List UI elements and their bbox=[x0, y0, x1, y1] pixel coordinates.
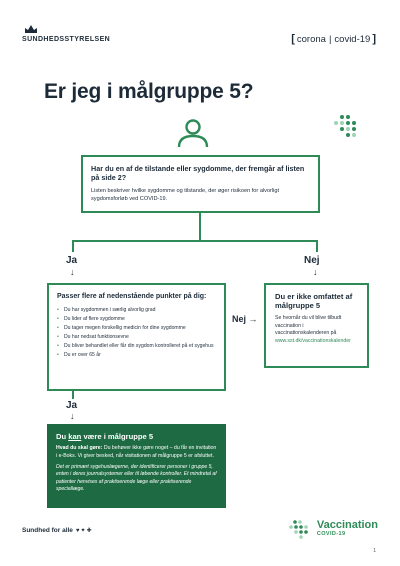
criteria-item: • Du bliver behandlet eller får din sygdom kontrolleret på et sygehus bbox=[57, 342, 216, 351]
result-box bbox=[47, 424, 226, 508]
corona-covid-tag bbox=[289, 33, 378, 45]
result-instructions-label: Hvad du skal gøre: bbox=[56, 445, 103, 451]
connector-left-down bbox=[72, 240, 74, 252]
connector-left-bottom bbox=[72, 391, 74, 399]
footer-slogan bbox=[22, 527, 93, 534]
criteria-item: • Du tager megen forskellig medicin for dine sygdomme bbox=[57, 324, 216, 333]
sundhedsstyrelsen-logo bbox=[22, 24, 110, 43]
not-included-text bbox=[275, 315, 358, 345]
hearts-icon: ♥✦✚ bbox=[75, 528, 93, 534]
result-heading-pre: Du bbox=[56, 432, 69, 441]
vaccination-subtitle: COVID-19 bbox=[316, 531, 346, 538]
vaccination-dots-icon bbox=[289, 519, 313, 539]
not-included-heading: Du er ikke omfattet af målgruppe 5 bbox=[275, 292, 353, 311]
label-nej: Nej bbox=[304, 255, 320, 266]
criteria-item: • Du har nedsat funktionsevne bbox=[57, 333, 216, 342]
vaccination-title: Vaccination bbox=[316, 519, 378, 532]
bracket-left-icon: [ bbox=[291, 33, 295, 45]
result-instructions-text: Du behøver ikke gøre noget – du får en invitation i e-Boks. Vi giver besked, når visitationen af målgruppe 5 er afsluttet. bbox=[56, 445, 217, 459]
vaccination-calendar-link[interactable]: www.sst.dk/vaccinationskalender bbox=[275, 337, 351, 344]
criteria-list bbox=[57, 306, 216, 359]
arrow-down-ja-bottom: ↓ bbox=[70, 411, 75, 421]
label-nej-arrow: Nej → bbox=[232, 314, 258, 324]
label-ja-bottom: Ja bbox=[66, 400, 78, 411]
tag-covid: covid-19 bbox=[334, 33, 371, 45]
result-heading-kan: kan bbox=[68, 432, 82, 441]
label-ja: Ja bbox=[66, 255, 78, 266]
vaccination-text bbox=[317, 520, 378, 538]
question-text: Har du en af de tilstande eller sygdomme, der fremgår af listen på side 2? bbox=[91, 164, 305, 183]
bracket-right-icon: ] bbox=[372, 33, 376, 45]
result-note: Det er primært sygehuslægerne, der identificerer personer i gruppe 5, enten i deres journalsystemer eller til løbende kontroller. Et mindretal af patienter henvises af praktiserende læge eller praktiserende speciallæge. bbox=[56, 464, 217, 493]
tag-separator: | bbox=[328, 33, 332, 45]
not-included-body: Se hvornår du vil blive tilbudt vaccination i vaccinationskalenderen på bbox=[275, 314, 342, 337]
page-title: Er jeg i målgruppe 5? bbox=[44, 80, 254, 103]
connector-horizontal bbox=[72, 240, 318, 242]
vaccination-logo bbox=[289, 519, 378, 539]
criteria-heading: Passer flere af nedenstående punkter på dig: bbox=[57, 293, 207, 300]
criteria-box bbox=[47, 283, 226, 391]
footer-slogan-text: Sundhed for alle bbox=[22, 527, 73, 534]
logo-text: SUNDHEDSSTYRELSEN bbox=[22, 36, 111, 43]
question-note: Listen beskriver hvilke sygdomme og tilstande, der øger risikoen for alvorligt sygdomsforløb ved COVID-19. bbox=[91, 187, 280, 202]
not-included-box bbox=[264, 283, 369, 368]
arrow-down-ja: ↓ bbox=[70, 267, 75, 277]
connector-right-down bbox=[316, 240, 318, 252]
criteria-item: • Du er over 65 år bbox=[57, 351, 216, 360]
tag-corona: corona bbox=[296, 33, 326, 45]
crown-icon bbox=[24, 24, 38, 34]
criteria-item: • Du lider af flere sygdomme bbox=[57, 315, 216, 324]
arrow-down-nej: ↓ bbox=[313, 267, 318, 277]
person-icon bbox=[176, 118, 210, 148]
question-box bbox=[81, 155, 320, 213]
decorative-dots-icon bbox=[332, 114, 360, 142]
result-heading bbox=[56, 432, 217, 441]
result-instructions bbox=[56, 445, 217, 460]
page-number: 1 bbox=[373, 548, 376, 554]
connector-vertical-top bbox=[199, 213, 201, 241]
result-heading-post: være i målgruppe 5 bbox=[81, 432, 154, 441]
criteria-item: • Du har sygdommen i særlig alvorlig grad bbox=[57, 306, 216, 315]
